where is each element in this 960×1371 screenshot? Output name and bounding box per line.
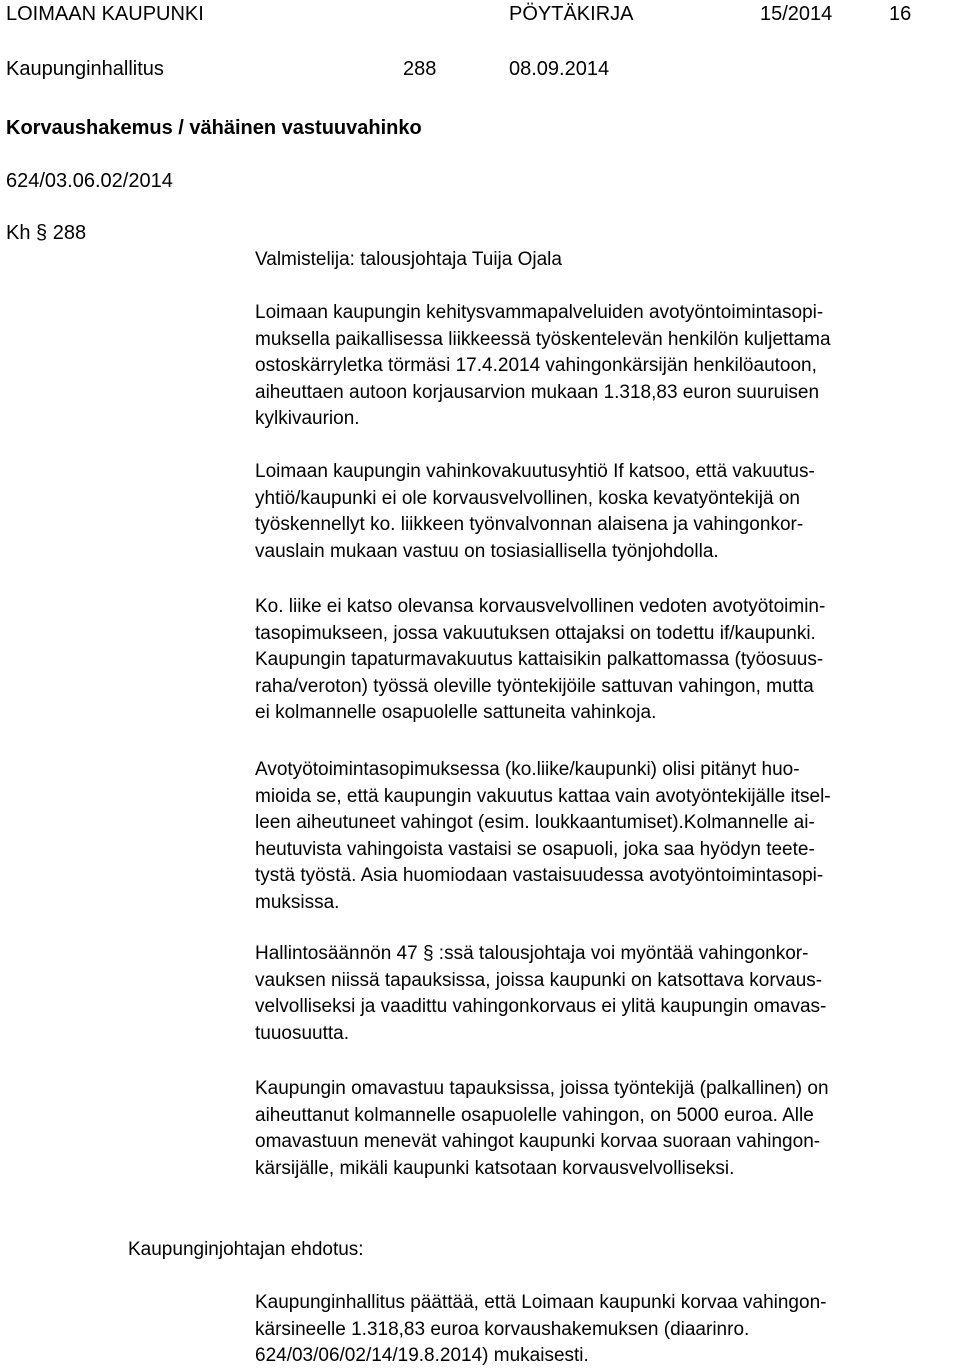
paragraph-insurer-view xyxy=(255,459,815,565)
paragraph-incident xyxy=(255,300,831,433)
proposal-label: Kaupunginjohtajan ehdotus: xyxy=(128,1239,364,1260)
text-line: omavastuun menevät vahingot kaupunki korvaa suoraan vahingon- xyxy=(255,1131,821,1152)
paragraph-deductible xyxy=(255,1076,829,1182)
text-line: aiheuttanut kolmannelle osapuolelle vahingon, on 5000 euroa. Alle xyxy=(255,1104,814,1126)
text-line: yhtiö/kaupunki ei ole korvausvelvollinen, koska kevatyöntekijä on xyxy=(255,487,800,509)
page-number: 16 xyxy=(889,3,912,25)
text-line: raha/veroton) työssä oleville työntekijöile sattuvan vahingon, mutta xyxy=(255,675,814,697)
text-line: velvolliseksi ja vaadittu vahingonkorvaus ei ylitä kaupungin omavas- xyxy=(255,996,827,1017)
text-line: vauslain mukaan vastuu on tosiasiallisella työnjohdolla. xyxy=(255,540,719,562)
text-line: Ko. liike ei katso olevansa korvausvelvollinen vedoten avotyötoimin- xyxy=(255,596,826,617)
text-line: Hallintosäännön 47 § :ssä talousjohtaja voi myöntää vahingonkor- xyxy=(255,943,809,964)
text-line: Valmistelija: talousjohtaja Tuija Ojala xyxy=(255,249,562,270)
text-line: tasopimukseen, jossa vakuutuksen ottajaksi on todettu if/kaupunki. xyxy=(255,622,816,644)
meeting-date: 08.09.2014 xyxy=(509,58,610,80)
text-line: työskennellyt ko. liikkeen työnvalvonnan alaisena ja vahingonkor- xyxy=(255,514,804,535)
text-line: tuuosuutta. xyxy=(255,1022,350,1044)
section-number: 288 xyxy=(403,58,437,80)
body-name: Kaupunginhallitus xyxy=(6,58,164,80)
text-line: Loimaan kaupungin vahinkovakuutusyhtiö If katsoo, että vakuutus- xyxy=(255,461,815,482)
text-line: muksissa. xyxy=(255,891,340,913)
document-number: 15/2014 xyxy=(760,3,833,25)
section-reference: Kh § 288 xyxy=(6,222,87,244)
text-line: vauksen niissä tapauksissa, joissa kaupunki on katsottava korvaus- xyxy=(255,969,823,991)
proposal-text xyxy=(255,1290,826,1370)
text-line: Kaupunginhallitus päättää, että Loimaan kaupunki korvaa vahingon- xyxy=(255,1292,827,1313)
organization-name: LOIMAAN KAUPUNKI xyxy=(6,3,204,25)
diary-number: 624/03.06.02/2014 xyxy=(6,170,173,192)
text-line: Kaupungin omavastuu tapauksissa, joissa työntekijä (palkallinen) on xyxy=(255,1078,829,1099)
text-line: kärsineelle 1.318,83 euroa korvaushakemuksen (diaarinro. xyxy=(255,1318,750,1340)
text-line: Kaupungin tapaturmavakuutus kattaisikin palkattomassa (työosuus- xyxy=(255,649,824,670)
text-line: aiheuttaen autoon korjausarvion mukaan 1.318,83 euron suuruisen xyxy=(255,381,820,403)
preparer-line xyxy=(255,247,562,274)
text-line: mioida se, että kaupungin vakuutus kattaa vain avotyöntekijälle itsel- xyxy=(255,785,831,807)
text-line: Avotyötoimintasopimuksessa (ko.liike/kaupunki) olisi pitänyt huo- xyxy=(255,759,800,780)
text-line: heutuvista vahingoista vastaisi se osapuoli, joka saa hyödyn teete- xyxy=(255,838,815,860)
text-line: kärsijälle, mikäli kaupunki katsotaan korvausvelvolliseksi. xyxy=(255,1157,735,1179)
document-type: PÖYTÄKIRJA xyxy=(509,3,634,25)
text-line: tystä työstä. Asia huomiodaan vastaisuudessa avotyöntoimintasopi- xyxy=(255,865,824,886)
text-line: Loimaan kaupungin kehitysvammapalveluiden avotyöntoimintasopi- xyxy=(255,302,824,323)
paragraph-regulation xyxy=(255,941,826,1047)
text-line: ei kolmannelle osapuolelle sattuneita vahinkoja. xyxy=(255,702,657,723)
text-line: leen aiheutuneet vahingot (esim. loukkaantumiset).Kolmannelle ai- xyxy=(255,812,815,833)
item-title: Korvaushakemus / vähäinen vastuuvahinko xyxy=(6,117,422,139)
paragraph-agreement-note xyxy=(255,757,831,916)
text-line: 624/03/06/02/14/19.8.2014) mukaisesti. xyxy=(255,1345,589,1366)
paragraph-business-view xyxy=(255,594,825,727)
text-line: kylkivaurion. xyxy=(255,408,360,429)
text-line: muksella paikallisessa liikkeessä työskentelevän henkilön kuljettama xyxy=(255,328,831,350)
text-line: ostoskärryletka törmäsi 17.4.2014 vahingonkärsijän henkilöautoon, xyxy=(255,355,817,376)
